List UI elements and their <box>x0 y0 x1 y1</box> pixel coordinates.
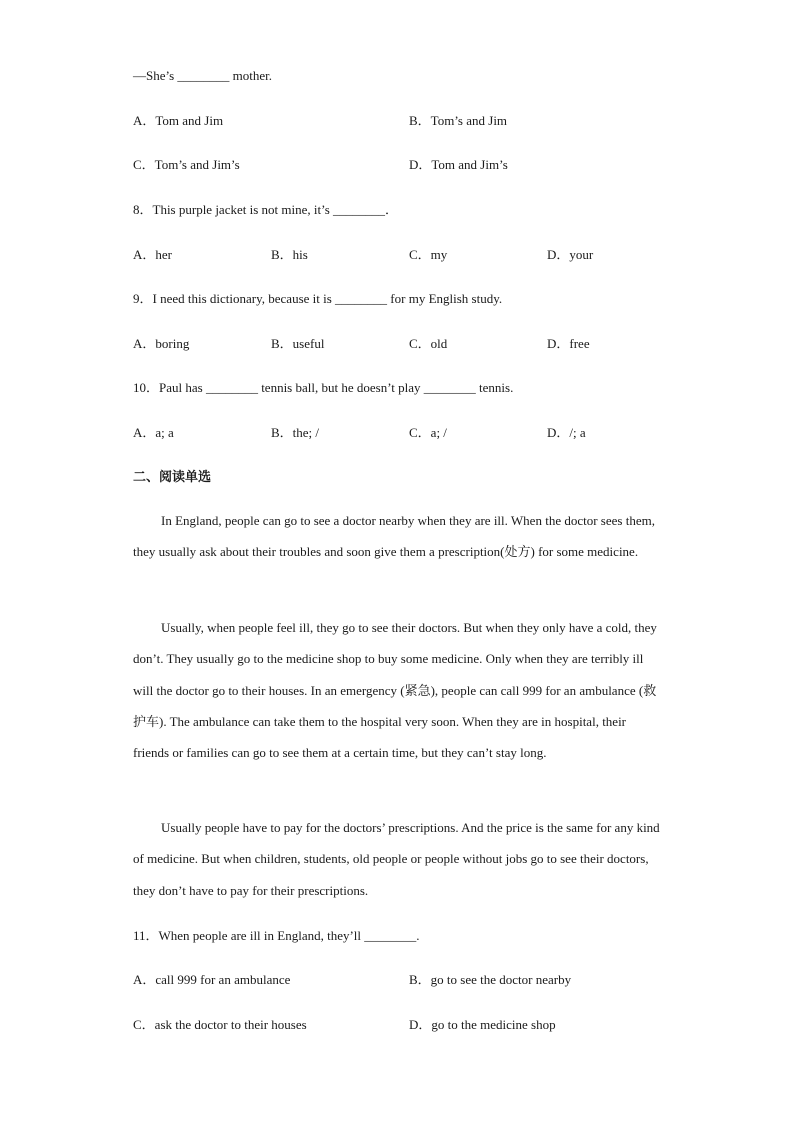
question-9-stem: 9．I need this dictionary, because it is ________ for my English study. <box>133 291 503 306</box>
q10-option-c: C．a; / <box>409 425 447 440</box>
q7-option-a: A．Tom and Jim <box>133 113 224 128</box>
q11-option-d: D．go to the medicine shop <box>409 1017 556 1032</box>
q8-option-d: D．your <box>547 247 594 262</box>
passage-paragraph-3: Usually people have to pay for the doctors’ prescriptions. And the price is the same for any kind of medicine. But when children, students, old people or people without jobs go to see their doctors, they don’t have to pay for their prescriptions. <box>133 820 660 898</box>
question-11-stem: 11．When people are ill in England, they’ll ________. <box>133 928 420 943</box>
passage-paragraph-1: In England, people can go to see a doctor nearby when they are ill. When the doctor sees them, they usually ask about their troubles and soon give them a prescription(处方) for some medicine. <box>133 513 655 560</box>
q10-option-b: B．the; / <box>271 425 320 440</box>
q9-option-a: A．boring <box>133 336 190 351</box>
question-7-stem: —She’s ________ mother. <box>133 68 273 83</box>
question-10-stem: 10．Paul has ________ tennis ball, but he doesn’t play ________ tennis. <box>133 380 514 395</box>
q7-option-b: B．Tom’s and Jim <box>409 113 508 128</box>
q11-option-b: B．go to see the doctor nearby <box>409 972 572 987</box>
q7-option-c: C．Tom’s and Jim’s <box>133 157 240 172</box>
passage-paragraph-2: Usually, when people feel ill, they go to see their doctors. But when they only have a cold, they don’t. They usually go to the medicine shop to buy some medicine. Only when they are terribly ill will the doctor go to their houses. In an emergency (紧急), people can call 999 for an ambulance (救护车). The ambulance can take them to the hospital very soon. When they are in hospital, their friends or families can go to see them at a certain time, but they can’t stay long. <box>133 620 657 761</box>
q8-option-c: C．my <box>409 247 448 262</box>
q7-option-d: D．Tom and Jim’s <box>409 157 508 172</box>
q10-option-d: D．/; a <box>547 425 586 440</box>
q9-option-c: C．old <box>409 336 448 351</box>
q9-option-d: D．free <box>547 336 590 351</box>
q10-option-a: A．a; a <box>133 425 174 440</box>
q11-option-c: C．ask the doctor to their houses <box>133 1017 307 1032</box>
q8-option-a: A．her <box>133 247 172 262</box>
section-heading: 二、阅读单选 <box>133 470 212 485</box>
q8-option-b: B．his <box>271 247 308 262</box>
q11-option-a: A．call 999 for an ambulance <box>133 972 291 987</box>
question-8-stem: 8．This purple jacket is not mine, it’s ________． <box>133 202 399 217</box>
q9-option-b: B．useful <box>271 336 325 351</box>
